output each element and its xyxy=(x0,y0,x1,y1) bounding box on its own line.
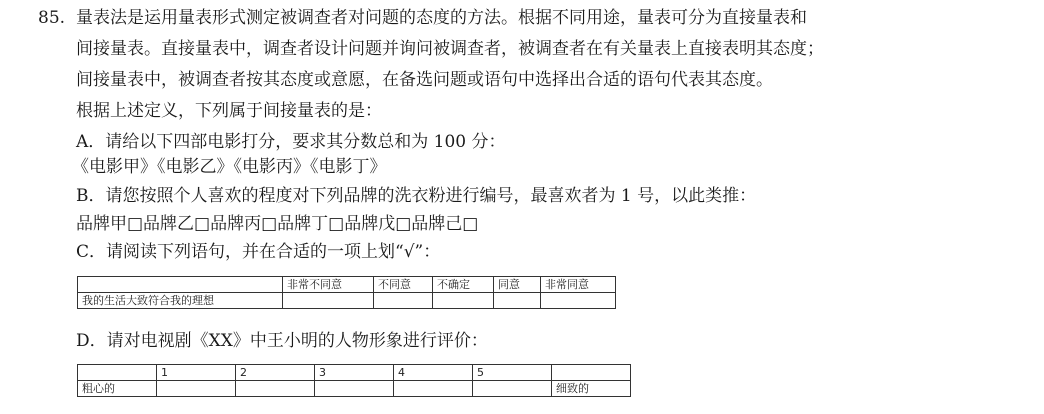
table-header-cell: 同意 xyxy=(494,277,541,293)
table-header-cell: 非常不同意 xyxy=(283,277,374,293)
option-a-detail: 《电影甲》《电影乙》《电影丙》《电影丁》 xyxy=(72,157,387,177)
answer-cell[interactable] xyxy=(433,293,494,309)
option-a-text: A．请给以下四部电影打分，要求其分数总和为 100 分： xyxy=(76,132,506,152)
scale-label: 4 xyxy=(394,365,473,381)
answer-cell[interactable] xyxy=(315,381,394,397)
left-pole-label: 粗心的 xyxy=(78,381,157,397)
question-prompt: 根据上述定义，下列属于间接量表的是： xyxy=(76,101,382,121)
table-row-label: 我的生活大致符合我的理想 xyxy=(78,293,283,309)
table-header-cell xyxy=(78,277,283,293)
scale-label: 2 xyxy=(236,365,315,381)
answer-cell[interactable] xyxy=(283,293,374,309)
table-header-cell xyxy=(552,365,631,381)
question-stem-line-2: 间接量表。直接量表中，调查者设计问题并询问被调查者，被调查者在有关量表上直接表明其态度； xyxy=(76,39,824,59)
table-row xyxy=(78,293,616,309)
scale-label: 1 xyxy=(157,365,236,381)
answer-cell[interactable] xyxy=(494,293,541,309)
right-pole-label: 细致的 xyxy=(552,381,631,397)
table-row xyxy=(78,381,631,397)
scale-label: 5 xyxy=(473,365,552,381)
option-d-text: D．请对电视剧《XX》中王小明的人物形象进行评价： xyxy=(76,331,488,351)
answer-cell[interactable] xyxy=(541,293,616,309)
option-b-detail: 品牌甲□品牌乙□品牌丙□品牌丁□品牌戊□品牌己□ xyxy=(76,214,479,234)
answer-cell[interactable] xyxy=(473,381,552,397)
table-header-cell xyxy=(78,365,157,381)
answer-cell[interactable] xyxy=(394,381,473,397)
option-b-text: B．请您按照个人喜欢的程度对下列品牌的洗衣粉进行编号，最喜欢者为 1 号，以此类推： xyxy=(76,186,757,206)
table-header-row xyxy=(78,277,616,293)
question-stem-line-3: 间接量表中，被调查者按其态度或意愿，在备选问题或语句中选择出合适的语句代表其态度。 xyxy=(76,70,773,90)
answer-cell[interactable] xyxy=(236,381,315,397)
option-c-table xyxy=(77,276,616,309)
table-header-cell: 非常同意 xyxy=(541,277,616,293)
question-stem-line-1: 量表法是运用量表形式测定被调查者对问题的态度的方法。根据不同用途，量表可分为直接量表和 xyxy=(76,8,807,28)
question-number: 85. xyxy=(38,8,66,28)
option-d-table xyxy=(77,364,631,397)
option-c-text: C．请阅读下列语句，并在合适的一项上划“√”： xyxy=(76,242,441,262)
table-header-cell: 不同意 xyxy=(374,277,433,293)
table-header-row xyxy=(78,365,631,381)
table-header-cell: 不确定 xyxy=(433,277,494,293)
scale-label: 3 xyxy=(315,365,394,381)
answer-cell[interactable] xyxy=(374,293,433,309)
answer-cell[interactable] xyxy=(157,381,236,397)
